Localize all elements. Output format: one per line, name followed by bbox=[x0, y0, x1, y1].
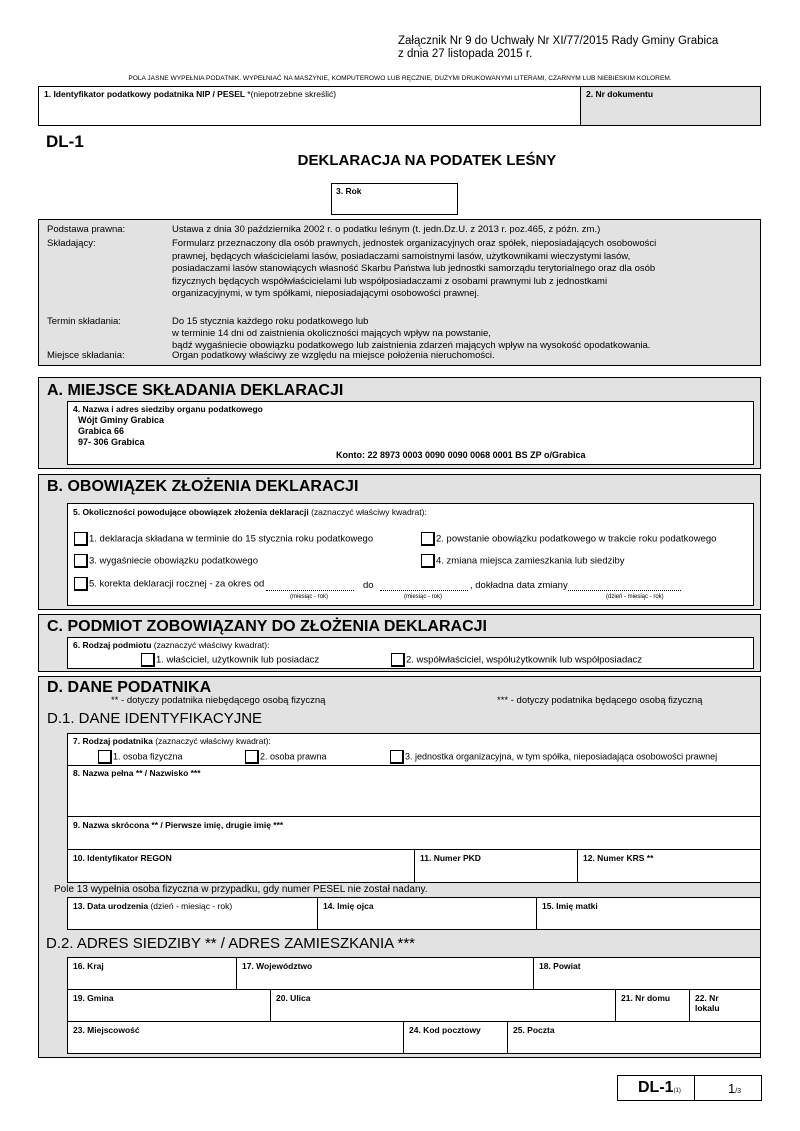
field-10-regon[interactable] bbox=[67, 849, 415, 883]
field-1-nip-pesel[interactable] bbox=[38, 86, 581, 126]
place-label: Miejsce składania: bbox=[47, 350, 125, 361]
option-b3[interactable]: 3. wygaśniecie obowiązku podatkowego bbox=[74, 554, 258, 568]
note-non-natural: ** - dotyczy podatnika niebędącego osobą fizyczną bbox=[111, 695, 326, 706]
field-16-label: 16. Kraj bbox=[73, 961, 104, 971]
option-b1[interactable]: 1. deklaracja składana w terminie do 15 stycznia roku podatkowego bbox=[74, 532, 373, 546]
field-19-commune[interactable] bbox=[67, 989, 271, 1022]
field-1-note: *(niepotrzebne skreślić) bbox=[247, 89, 337, 99]
to-hint: (miesiąc - rok) bbox=[404, 594, 443, 600]
field-22-label: 22. Nr lokalu bbox=[695, 993, 720, 1013]
filer-text: Formularz przeznaczony dla osób prawnych, jednostek organizacyjnych oraz spółek, nieposiadających osobowości prawnej, będących właścicielami lasów, posiadaczami samoistnymi lasów, użytkownikami wieczystymi lasów, posiadaczami lasów stanowiących własność Skarbu Państwa lub jednostki samorządu terytorialnego oraz dla osób fizycznych będących współwłaścicielami lub współposiadaczami z osobami prawnymi lub z jednostkami organizacyjnymi, w tym spółkami, nieposiadającymi osobowości prawnej. bbox=[172, 238, 657, 300]
field-23-label: 23. Miejscowość bbox=[73, 1025, 140, 1035]
section-b-title: B. OBOWIĄZEK ZŁOŻENIA DEKLARACJI bbox=[47, 478, 359, 495]
footer-code: DL-1(1) bbox=[638, 1079, 681, 1096]
field-5-label: 5. Okoliczności powodujące obowiązek złożenia deklaracji bbox=[73, 507, 309, 517]
attachment-note bbox=[398, 35, 738, 61]
field-21-label: 21. Nr domu bbox=[621, 993, 671, 1003]
checkbox-b4[interactable] bbox=[421, 554, 435, 568]
field-13-note: (dzień - miesiąc - rok) bbox=[148, 901, 233, 911]
field-4-label: 4. Nazwa i adres siedziby organu podatkowego bbox=[73, 404, 263, 414]
attachment-line-1: Załącznik Nr 9 do Uchwały Nr XI/77/2015 Rady Gminy Grabica bbox=[398, 35, 719, 47]
field-14-label: 14. Imię ojca bbox=[323, 901, 374, 911]
fill-instruction: POLA JASNE WYPEŁNIA PODATNIK. WYPEŁNIAĆ NA MASZYNIE, KOMPUTEROWO LUB RĘCZNIE, DUŻYMI DRUKOWANYMI LITERAMI, CZARNYM LUB NIEBIESKIM KOLOREM. bbox=[128, 75, 672, 82]
field-8-full-name[interactable] bbox=[67, 765, 761, 817]
d1-title: D.1. DANE IDENTYFIKACYJNE bbox=[47, 710, 263, 727]
field-13-label: 13. Data urodzenia bbox=[73, 901, 149, 911]
field-14-father-name[interactable] bbox=[317, 897, 537, 930]
attachment-line-2: z dnia 27 listopada 2015 r. bbox=[398, 48, 533, 60]
option-d7-3[interactable]: 3. jednostka organizacyjna, w tym spółka, nieposiadająca osobowości prawnej bbox=[390, 750, 717, 764]
checkbox-d7-1[interactable] bbox=[98, 750, 112, 764]
field-6-entity-type bbox=[67, 637, 754, 669]
field-5-note: (zaznaczyć właściwy kwadrat): bbox=[308, 507, 427, 517]
checkbox-d7-2[interactable] bbox=[245, 750, 259, 764]
field-24-postal-code[interactable] bbox=[403, 1021, 508, 1054]
bank-account: Konto: 22 8973 0003 0090 0090 0068 0001 BS ZP o/Grabica bbox=[336, 450, 586, 460]
checkbox-b2[interactable] bbox=[421, 532, 435, 546]
field-19-label: 19. Gmina bbox=[73, 993, 114, 1003]
option-c1[interactable]: 1. właściciel, użytkownik lub posiadacz bbox=[141, 653, 319, 667]
field-24-label: 24. Kod pocztowy bbox=[409, 1025, 481, 1035]
section-c-title: C. PODMIOT ZOBOWIĄZANY DO ZŁOŻENIA DEKLARACJI bbox=[47, 618, 487, 635]
note-natural: *** - dotyczy podatnika będącego osobą fizyczną bbox=[497, 695, 703, 706]
from-hint: (miesiąc - rok) bbox=[290, 594, 329, 600]
checkbox-b3[interactable] bbox=[74, 554, 88, 568]
field-2-label: 2. Nr dokumentu bbox=[586, 89, 654, 99]
field-13-birth-date[interactable] bbox=[67, 897, 318, 930]
field-17-voivodeship[interactable] bbox=[236, 957, 534, 990]
field-21-house-no[interactable] bbox=[615, 989, 690, 1022]
option-d7-2[interactable]: 2. osoba prawna bbox=[245, 750, 327, 764]
field-7-taxpayer-type bbox=[67, 733, 761, 766]
field-9-label: 9. Nazwa skrócona ** / Pierwsze imię, drugie imię *** bbox=[73, 820, 284, 830]
field-23-locality[interactable] bbox=[67, 1021, 404, 1054]
place-text: Organ podatkowy właściwy ze względu na miejsce położenia nieruchomości. bbox=[172, 350, 495, 361]
field-13-hint: Pole 13 wypełnia osoba fizyczna w przypadku, gdy numer PESEL nie został nadany. bbox=[54, 884, 428, 895]
period-to-input[interactable] bbox=[380, 590, 468, 591]
option-b2[interactable]: 2. powstanie obowiązku podatkowego w trakcie roku podatkowego bbox=[421, 532, 716, 546]
checkbox-b5[interactable] bbox=[74, 577, 88, 591]
field-7-note: (zaznaczyć właściwy kwadrat): bbox=[152, 736, 271, 746]
deadline-text: Do 15 stycznia każdego roku podatkowego lub w terminie 14 dni od zaistnienia okoliczności mających wpływ na powstanie, bądź wygaśniecie obowiązku podatkowego lub zaistnienia zdarzeń mających wpływ na wysokość opodatkowania. bbox=[172, 316, 651, 351]
office-city: 97- 306 Grabica bbox=[78, 437, 145, 447]
field-8-label: 8. Nazwa pełna ** / Nazwisko *** bbox=[73, 768, 201, 778]
legal-basis-label: Podstawa prawna: bbox=[47, 224, 126, 235]
field-11-label: 11. Numer PKD bbox=[420, 853, 481, 863]
to-word: do bbox=[363, 580, 374, 591]
d2-title: D.2. ADRES SIEDZIBY ** / ADRES ZAMIESZKANIA *** bbox=[46, 935, 416, 952]
option-d7-1[interactable]: 1. osoba fizyczna bbox=[98, 750, 183, 764]
field-18-label: 18. Powiat bbox=[539, 961, 581, 971]
section-a-title: A. MIEJSCE SKŁADANIA DEKLARACJI bbox=[47, 382, 344, 399]
option-c2[interactable]: 2. współwłaściciel, współużytkownik lub współposiadacz bbox=[391, 653, 642, 667]
field-5-circumstances bbox=[67, 503, 754, 606]
change-date-input[interactable] bbox=[568, 590, 681, 591]
section-d-title: D. DANE PODATNIKA bbox=[47, 679, 212, 696]
field-25-post-office[interactable] bbox=[507, 1021, 761, 1054]
form-code: DL-1 bbox=[46, 132, 84, 151]
field-6-label: 6. Rodzaj podmiotu bbox=[73, 640, 152, 650]
deadline-label: Termin składania: bbox=[47, 316, 121, 327]
field-18-county[interactable] bbox=[533, 957, 761, 990]
office-street: Grabica 66 bbox=[78, 426, 125, 436]
change-date-label: , dokładna data zmiany bbox=[470, 580, 568, 591]
checkbox-c1[interactable] bbox=[141, 653, 155, 667]
filer-label: Składający: bbox=[47, 238, 96, 249]
field-17-label: 17. Województwo bbox=[242, 961, 313, 971]
form-title: DEKLARACJA NA PODATEK LEŚNY bbox=[297, 152, 557, 169]
field-25-label: 25. Poczta bbox=[513, 1025, 555, 1035]
legal-basis-text: Ustawa z dnia 30 października 2002 r. o podatku leśnym (t. jedn.Dz.U. z 2013 r. poz.465, z późn. zm.) bbox=[172, 224, 601, 235]
field-16-country[interactable] bbox=[67, 957, 237, 990]
field-15-mother-name[interactable] bbox=[536, 897, 761, 930]
option-b5[interactable]: 5. korekta deklaracji rocznej - za okres od bbox=[74, 577, 264, 591]
field-3-year[interactable] bbox=[331, 183, 458, 215]
field-22-apartment-no[interactable] bbox=[689, 989, 761, 1022]
field-15-label: 15. Imię matki bbox=[542, 901, 598, 911]
period-from-input[interactable] bbox=[266, 590, 354, 591]
field-12-label: 12. Numer KRS ** bbox=[583, 853, 654, 863]
office-name: Wójt Gminy Grabica bbox=[78, 415, 165, 425]
footer-box bbox=[617, 1075, 762, 1101]
field-20-label: 20. Ulica bbox=[276, 993, 311, 1003]
field-20-street[interactable] bbox=[270, 989, 616, 1022]
footer-page: 1/3 bbox=[728, 1081, 742, 1096]
field-6-note: (zaznaczyć właściwy kwadrat): bbox=[151, 640, 270, 650]
field-4-office bbox=[67, 401, 754, 465]
field-9-short-name[interactable] bbox=[67, 816, 761, 850]
field-1-label: 1. Identyfikator podatkowy podatnika NIP / PESEL bbox=[44, 89, 248, 99]
office-address bbox=[78, 415, 164, 448]
checkbox-b1[interactable] bbox=[74, 532, 88, 546]
field-7-label: 7. Rodzaj podatnika bbox=[73, 736, 153, 746]
legal-info-box bbox=[38, 219, 761, 366]
field-12-krs[interactable] bbox=[577, 849, 761, 883]
checkbox-c2[interactable] bbox=[391, 653, 405, 667]
field-10-label: 10. Identyfikator REGON bbox=[73, 853, 172, 863]
footer-divider bbox=[694, 1076, 695, 1100]
field-3-label: 3. Rok bbox=[336, 186, 362, 196]
change-hint: (dzień - miesiąc - rok) bbox=[606, 594, 664, 600]
option-b4[interactable]: 4. zmiana miejsca zamieszkania lub siedziby bbox=[421, 554, 625, 568]
checkbox-d7-3[interactable] bbox=[390, 750, 404, 764]
field-11-pkd[interactable] bbox=[414, 849, 578, 883]
